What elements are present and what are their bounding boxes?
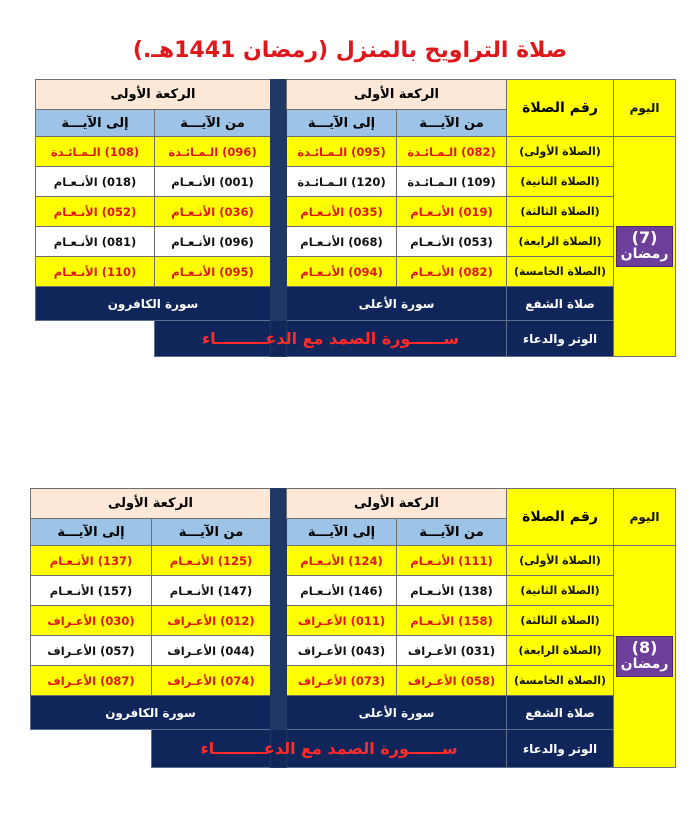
r1-from-cell: (082) الأنـعـام	[397, 257, 507, 287]
day-number: (7)	[631, 228, 658, 247]
r2-from-cell: (125) الأنـعـام	[152, 546, 271, 576]
prayer-name: (الصلاة الأولى)	[507, 546, 614, 576]
page-title: صلاة التراويح بالمنزل (رمضان 1441هـ.)	[132, 38, 568, 63]
r2-to-cell: (087) الأعـراف	[31, 666, 152, 696]
to-ayah-header: إلى الآيـــة	[36, 110, 155, 137]
from-ayah-header: من الآيـــة	[155, 110, 271, 137]
from-ayah-header: من الآيـــة	[152, 519, 271, 546]
shafa-rakah-2: سورة الكافرون	[36, 287, 271, 321]
r1-from-cell: (109) الـمـائـدة	[397, 167, 507, 197]
prayer-name: (الصلاة الثالثة)	[507, 197, 614, 227]
r2-from-cell: (036) الأنـعـام	[155, 197, 271, 227]
rakah-header-1: الركعة الأولى	[287, 80, 507, 110]
prayer-name: (الصلاة الثانية)	[507, 576, 614, 606]
r2-from-cell: (001) الأنـعـام	[155, 167, 271, 197]
column-divider	[271, 80, 287, 357]
witr-label: الوتر والدعاء	[507, 321, 614, 357]
r1-to-cell: (035) الأنـعـام	[287, 197, 397, 227]
r2-from-cell: (095) الأنـعـام	[155, 257, 271, 287]
to-ayah-header: إلى الآيـــة	[287, 519, 397, 546]
to-ayah-header: إلى الآيـــة	[287, 110, 397, 137]
r1-from-cell: (058) الأعـراف	[397, 666, 507, 696]
day-badge	[616, 636, 674, 677]
prayer-name: (الصلاة الخامسة)	[507, 666, 614, 696]
r2-from-cell: (074) الأعـراف	[152, 666, 271, 696]
r1-to-cell: (095) الـمـائـدة	[287, 137, 397, 167]
r1-from-cell: (111) الأنـعـام	[397, 546, 507, 576]
r1-to-cell: (073) الأعـراف	[287, 666, 397, 696]
schedule-table	[30, 488, 676, 768]
r1-from-cell: (082) الـمـائـدة	[397, 137, 507, 167]
witr-text: ســــــورة الصمد مع الدعـــــــــاء	[152, 730, 507, 768]
r2-from-cell: (096) الـمـائـدة	[155, 137, 271, 167]
day-cell	[614, 137, 676, 357]
r1-to-cell: (068) الأنـعـام	[287, 227, 397, 257]
prayer-name: (الصلاة الخامسة)	[507, 257, 614, 287]
day-month: رمضان	[620, 656, 669, 672]
r2-to-cell: (137) الأنـعـام	[31, 546, 152, 576]
prayer-number-header: رقم الصلاة	[507, 80, 614, 137]
prayer-name: (الصلاة الرابعة)	[507, 227, 614, 257]
r2-to-cell: (157) الأنـعـام	[31, 576, 152, 606]
r2-from-cell: (012) الأعـراف	[152, 606, 271, 636]
from-ayah-header: من الآيـــة	[397, 519, 507, 546]
r1-from-cell: (158) الأنـعـام	[397, 606, 507, 636]
shafa-rakah-1: سورة الأعلى	[287, 287, 507, 321]
r1-to-cell: (124) الأنـعـام	[287, 546, 397, 576]
r1-to-cell: (094) الأنـعـام	[287, 257, 397, 287]
shafa-label: صلاة الشفع	[507, 696, 614, 730]
rakah-header-2: الركعة الأولى	[31, 489, 271, 519]
prayer-number-header: رقم الصلاة	[507, 489, 614, 546]
witr-text: ســــــورة الصمد مع الدعـــــــــاء	[155, 321, 507, 357]
shafa-rakah-1: سورة الأعلى	[287, 696, 507, 730]
r1-to-cell: (146) الأنـعـام	[287, 576, 397, 606]
day-number: (8)	[631, 638, 658, 657]
r2-to-cell: (110) الأنـعـام	[36, 257, 155, 287]
r1-from-cell: (053) الأنـعـام	[397, 227, 507, 257]
column-divider	[271, 489, 287, 768]
to-ayah-header: إلى الآيـــة	[31, 519, 152, 546]
prayer-name: (الصلاة الثانية)	[507, 167, 614, 197]
r2-to-cell: (030) الأعـراف	[31, 606, 152, 636]
witr-label: الوتر والدعاء	[507, 730, 614, 768]
shafa-rakah-2: سورة الكافرون	[31, 696, 271, 730]
day-month: رمضان	[620, 246, 669, 262]
day-header: اليوم	[614, 489, 676, 546]
r2-from-cell: (096) الأنـعـام	[155, 227, 271, 257]
prayer-name: (الصلاة الأولى)	[507, 137, 614, 167]
r1-to-cell: (043) الأعـراف	[287, 636, 397, 666]
r2-to-cell: (052) الأنـعـام	[36, 197, 155, 227]
schedule-table	[35, 79, 676, 357]
day-badge	[616, 226, 674, 267]
r2-from-cell: (044) الأعـراف	[152, 636, 271, 666]
prayer-name: (الصلاة الثالثة)	[507, 606, 614, 636]
prayer-name: (الصلاة الرابعة)	[507, 636, 614, 666]
r2-from-cell: (147) الأنـعـام	[152, 576, 271, 606]
day-header: اليوم	[614, 80, 676, 137]
r1-to-cell: (011) الأعـراف	[287, 606, 397, 636]
day-cell	[614, 546, 676, 768]
rakah-header-2: الركعة الأولى	[36, 80, 271, 110]
r2-to-cell: (018) الأنـعـام	[36, 167, 155, 197]
r2-to-cell: (108) الـمـائـدة	[36, 137, 155, 167]
r1-to-cell: (120) الـمـائـدة	[287, 167, 397, 197]
from-ayah-header: من الآيـــة	[397, 110, 507, 137]
r1-from-cell: (019) الأنـعـام	[397, 197, 507, 227]
r2-to-cell: (081) الأنـعـام	[36, 227, 155, 257]
r2-to-cell: (057) الأعـراف	[31, 636, 152, 666]
rakah-header-1: الركعة الأولى	[287, 489, 507, 519]
r1-from-cell: (138) الأنـعـام	[397, 576, 507, 606]
shafa-label: صلاة الشفع	[507, 287, 614, 321]
r1-from-cell: (031) الأعـراف	[397, 636, 507, 666]
